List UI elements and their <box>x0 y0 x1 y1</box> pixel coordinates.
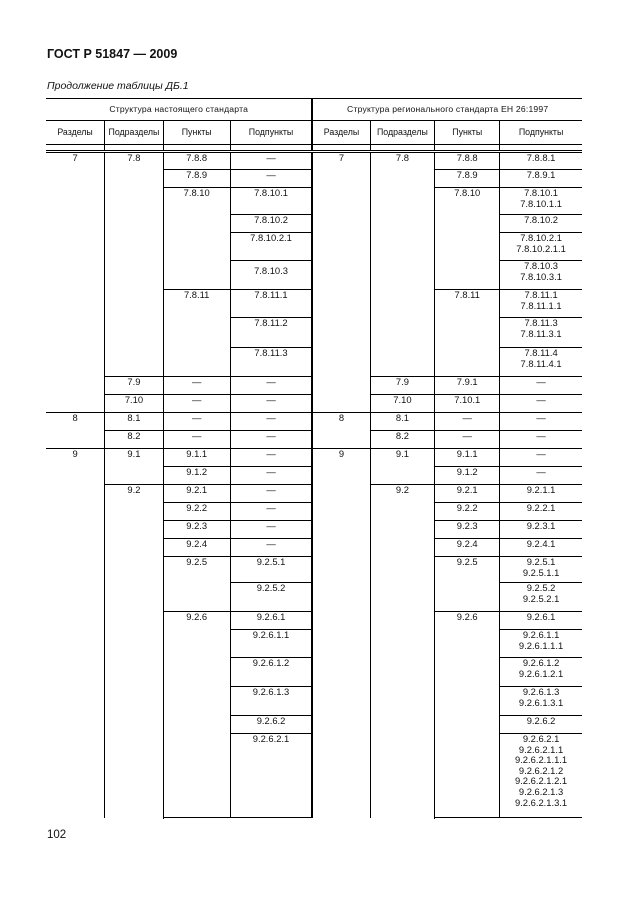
table-cell: 7.8.10.3 7.8.10.3.1 <box>500 261 582 290</box>
table-cell: 9.1 <box>370 449 435 485</box>
table-cell: 9.2.4 <box>163 539 230 557</box>
table-cell: 9 <box>312 449 370 818</box>
table-cell: — <box>500 395 582 413</box>
table-cell: 7.8.11.4 7.8.11.4.1 <box>500 348 582 377</box>
table-cell: 7.8.11.1 7.8.11.1.1 <box>500 290 582 318</box>
table-cell: — <box>500 413 582 431</box>
table-cell: 7.8.10.2 <box>500 215 582 233</box>
table-cell: 9.2.4.1 <box>500 539 582 557</box>
table-cell: 9.2.4 <box>435 539 500 557</box>
table-cell: 8.1 <box>370 413 435 431</box>
table-cell: 9.2.2 <box>435 503 500 521</box>
table-cell: 7.8.11.1 <box>230 290 312 318</box>
table-cell: 9.2.6.2 <box>230 716 312 734</box>
table-row <box>46 152 582 170</box>
table-cell: — <box>230 449 312 467</box>
table-cell: 7.8.10.2 <box>230 215 312 233</box>
column-header: Разделы <box>312 121 370 145</box>
table-cell: — <box>230 431 312 449</box>
table-cell: — <box>230 503 312 521</box>
document-header: ГОСТ Р 51847 — 2009 <box>47 47 178 61</box>
table-cell: — <box>230 395 312 413</box>
table-cell: 9.2 <box>370 485 435 818</box>
table-cell: 7.10.1 <box>435 395 500 413</box>
table-cell: 9.2.5 <box>163 557 230 612</box>
table-cell: 9.2.5.2 <box>230 583 312 612</box>
table-cell: — <box>230 377 312 395</box>
column-header: Пункты <box>163 121 230 145</box>
table-cell: — <box>163 413 230 431</box>
table-cell: 7.8.9 <box>435 170 500 188</box>
table-cell: — <box>230 413 312 431</box>
column-header: Подпункты <box>500 121 582 145</box>
column-header-row <box>46 121 582 145</box>
table-cell: — <box>500 467 582 485</box>
table-cell: 9.2.6.2.1 <box>230 734 312 818</box>
table-cell: 7.8.10.1 <box>230 188 312 215</box>
table-cell: 9.2.3 <box>163 521 230 539</box>
table-cell: — <box>230 467 312 485</box>
table-cell: 7.8 <box>370 152 435 377</box>
table-cell: 9.1 <box>105 449 164 485</box>
table-cell: 7.8.10.1 7.8.10.1.1 <box>500 188 582 215</box>
table-cell: 9.2.2 <box>163 503 230 521</box>
table-cell: 9.2.6.1.1 <box>230 630 312 658</box>
group-header-row <box>46 99 582 121</box>
table-cell: 8.2 <box>370 431 435 449</box>
table-cell: 9.2.1.1 <box>500 485 582 503</box>
table-cell: 7.8.10 <box>435 188 500 290</box>
table-cell: — <box>230 485 312 503</box>
table-cell: — <box>435 413 500 431</box>
column-header: Разделы <box>46 121 105 145</box>
table-cell: 7.8.11.2 <box>230 318 312 348</box>
group-header-regional-standard: Структура регионального стандарта ЕН 26:1997 <box>312 99 582 121</box>
table-cell: 7.10 <box>105 395 164 413</box>
table-cell: — <box>230 521 312 539</box>
correspondence-table <box>46 98 582 818</box>
table-cell: — <box>435 431 500 449</box>
table-cell: 9.2.1 <box>163 485 230 503</box>
table-cell: 9.2.3.1 <box>500 521 582 539</box>
table-cell: 9.2.5.1 <box>230 557 312 583</box>
table-cell: — <box>230 539 312 557</box>
table-cell: 9.2.6.1.2 <box>230 658 312 687</box>
table-continuation-caption: Продолжение таблицы ДБ.1 <box>47 80 189 92</box>
table-cell: 9.2.2.1 <box>500 503 582 521</box>
table-cell: — <box>500 431 582 449</box>
column-header: Пункты <box>435 121 500 145</box>
table-cell: 9.2.6.2.1 9.2.6.2.1.1 9.2.6.2.1.1.1 9.2.6.2.1.2 9.2.6.2.1.2.1 9.2.6.2.1.3 9.2.6.2.1.3.1 <box>500 734 582 818</box>
column-header: Подразделы <box>370 121 435 145</box>
column-header: Подпункты <box>230 121 312 145</box>
table-cell: 7.8.8 <box>163 152 230 170</box>
table-cell: 9.2.6.1.3 <box>230 687 312 716</box>
table-cell: 9.2.6.1.1 9.2.6.1.1.1 <box>500 630 582 658</box>
table-cell: 9.1.1 <box>435 449 500 467</box>
table-cell: 7.8.10.3 <box>230 261 312 290</box>
table-cell: 7.8.10.2.1 <box>230 233 312 261</box>
table-cell: 9.2.6.1.3 9.2.6.1.3.1 <box>500 687 582 716</box>
table-cell: 7.8.11.3 <box>230 348 312 377</box>
table-cell: 9.1.1 <box>163 449 230 467</box>
table-cell: — <box>230 152 312 170</box>
table-row <box>46 413 582 431</box>
table-cell: 9 <box>46 449 105 818</box>
header-spacer-row <box>46 145 582 152</box>
table-cell: 7.8.11 <box>435 290 500 377</box>
table-cell: 9.2.6 <box>163 612 230 818</box>
table-cell: — <box>500 377 582 395</box>
table-cell: 8 <box>46 413 105 449</box>
column-header: Подразделы <box>105 121 164 145</box>
table-cell: 9.2.5.1 9.2.5.1.1 <box>500 557 582 583</box>
table-cell: 7.8.11 <box>163 290 230 377</box>
table-cell: 9.1.2 <box>163 467 230 485</box>
table-cell: 7.9.1 <box>435 377 500 395</box>
table-cell: 7 <box>312 152 370 413</box>
table-cell: — <box>163 431 230 449</box>
table-cell: — <box>500 449 582 467</box>
table-cell: — <box>230 170 312 188</box>
table-cell: 7 <box>46 152 105 413</box>
table-cell: 9.2.6.1.2 9.2.6.1.2.1 <box>500 658 582 687</box>
table-cell: 7.8.10 <box>163 188 230 290</box>
table-cell: 7.8.10.2.1 7.8.10.2.1.1 <box>500 233 582 261</box>
group-header-current-standard: Структура настоящего стандарта <box>46 99 312 121</box>
table-cell: 9.2.6 <box>435 612 500 818</box>
table-cell: 7.9 <box>370 377 435 395</box>
table-cell: 8 <box>312 413 370 449</box>
table-cell: 9.1.2 <box>435 467 500 485</box>
table-cell: 9.2.5.2 9.2.5.2.1 <box>500 583 582 612</box>
table-cell: 7.8.8.1 <box>500 152 582 170</box>
table-cell: 9.2.1 <box>435 485 500 503</box>
table-cell: 7.8 <box>105 152 164 377</box>
table-cell: 8.2 <box>105 431 164 449</box>
table-row <box>46 449 582 467</box>
table-cell: — <box>163 377 230 395</box>
table-cell: 9.2.5 <box>435 557 500 612</box>
table-cell: 7.8.9 <box>163 170 230 188</box>
table-cell: 9.2 <box>105 485 164 818</box>
table-cell: 7.10 <box>370 395 435 413</box>
table-cell: 9.2.3 <box>435 521 500 539</box>
table-cell: 8.1 <box>105 413 164 431</box>
table-cell: — <box>163 395 230 413</box>
table-cell: 7.9 <box>105 377 164 395</box>
page-number: 102 <box>47 829 67 841</box>
table-cell: 7.8.9.1 <box>500 170 582 188</box>
table-cell: 7.8.11.3 7.8.11.3.1 <box>500 318 582 348</box>
table-cell: 9.2.6.1 <box>230 612 312 630</box>
table-cell: 7.8.8 <box>435 152 500 170</box>
table-cell: 9.2.6.2 <box>500 716 582 734</box>
table-cell: 9.2.6.1 <box>500 612 582 630</box>
